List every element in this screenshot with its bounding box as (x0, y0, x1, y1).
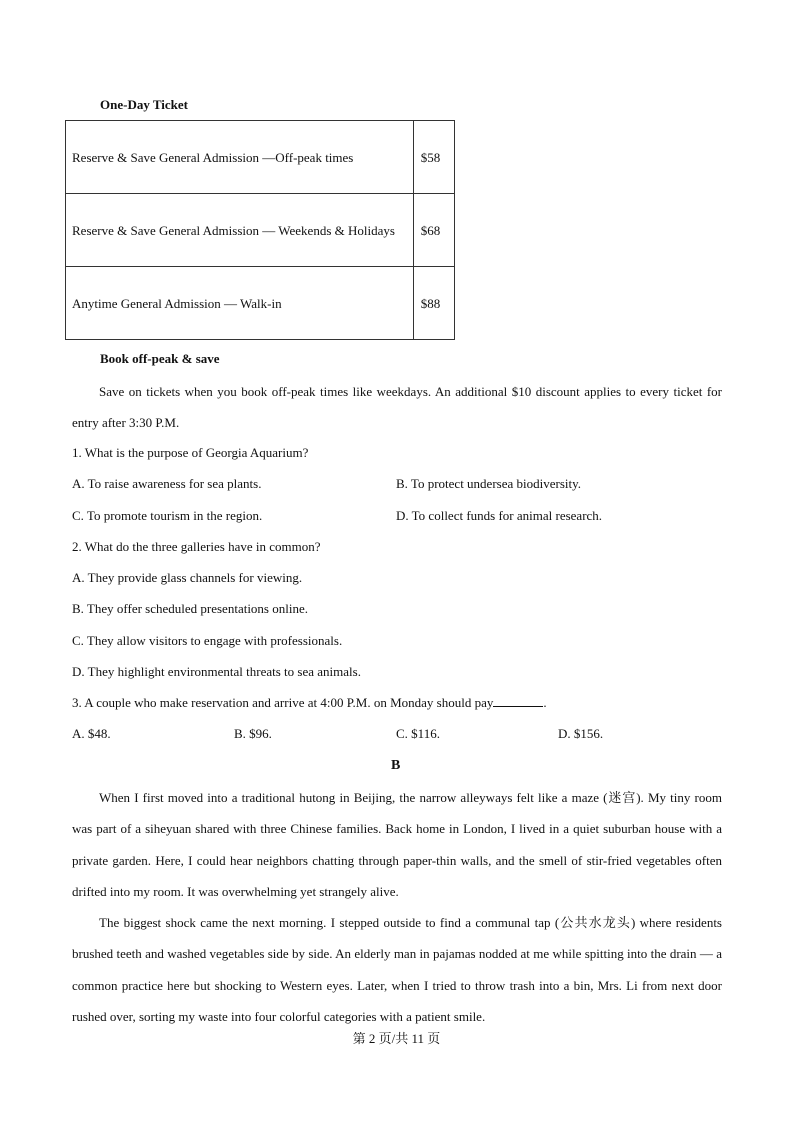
question-3-stem-text: 3. A couple who make reservation and arrive at 4:00 P.M. on Monday should pay (72, 695, 494, 710)
question-1-option-a: A. To raise awareness for sea plants. (72, 476, 262, 491)
question-3-option-d: D. $156. (558, 726, 604, 741)
question-2-option-b: B. They offer scheduled presentations online. (72, 601, 308, 616)
question-1-option-b: B. To protect undersea biodiversity. (396, 476, 582, 491)
ticket-price-cell: $58 (413, 121, 454, 194)
passage-b-p1-text: When I first moved into a traditional hutong in Beijing, the narrow alleyways felt like a maze (迷宫). My tiny room was part of a siheyuan shared with three Chinese families. Back home in London, I lived in a quiet suburban house with a private garden. Here, I could hear neighbors chatting through paper-thin walls, and the smell of stir-fried vegetables often drifted into my room. It was overwhelming yet strangely alive. (72, 790, 722, 899)
ticket-type-cell: Anytime General Admission — Walk-in (66, 267, 414, 340)
ticket-type-cell: Reserve & Save General Admission —Off-peak times (66, 121, 414, 194)
ticket-price-cell: $88 (413, 267, 454, 340)
question-1-option-d: D. To collect funds for animal research. (396, 508, 603, 523)
table-row (66, 121, 455, 194)
question-2-option-c: C. They allow visitors to engage with professionals. (72, 633, 343, 648)
question-3-option-b: B. $96. (234, 726, 272, 741)
table-row (66, 194, 455, 267)
table-row (66, 267, 455, 340)
question-3-stem (72, 695, 547, 711)
question-3-option-a: A. $48. (72, 726, 111, 741)
question-2-stem: 2. What do the three galleries have in common? (72, 539, 321, 554)
answer-blank (493, 697, 543, 707)
offpeak-text: Save on tickets when you book off-peak times like weekdays. An additional $10 discount applies to every ticket for entry after 3:30 P.M. (72, 384, 722, 431)
ticket-price-cell: $68 (413, 194, 454, 267)
passage-b-paragraph-1 (72, 782, 722, 907)
passage-b-p2-text: The biggest shock came the next morning. I stepped outside to find a communal tap (公共水龙头) where residents brushed teeth and washed vegetables side by side. An elderly man in pajamas nodded at me while spitting into the drain — a common practice here but shocking to Western eyes. Later, when I tried to throw trash into a bin, Mrs. Li from next door rushed over, sorting my waste into four colorful categories with a patient smile. (72, 915, 722, 1024)
ticket-price-table (65, 120, 455, 340)
question-1-stem: 1. What is the purpose of Georgia Aquarium? (72, 445, 309, 460)
ticket-title: One-Day Ticket (100, 97, 188, 112)
question-1-option-c: C. To promote tourism in the region. (72, 508, 263, 523)
passage-b-paragraph-2 (72, 907, 722, 1032)
question-2-option-d: D. They highlight environmental threats to sea animals. (72, 664, 361, 679)
question-2-option-a: A. They provide glass channels for viewing. (72, 570, 303, 585)
question-3-stem-end: . (543, 695, 547, 710)
page-number-footer: 第 2 页/共 11 页 (352, 1031, 441, 1046)
ticket-type-cell: Reserve & Save General Admission — Weekends & Holidays (66, 194, 414, 267)
question-3-option-c: C. $116. (396, 726, 440, 741)
passage-b-heading: B (391, 758, 401, 773)
offpeak-heading: Book off-peak & save (100, 351, 220, 366)
offpeak-paragraph (72, 376, 722, 439)
